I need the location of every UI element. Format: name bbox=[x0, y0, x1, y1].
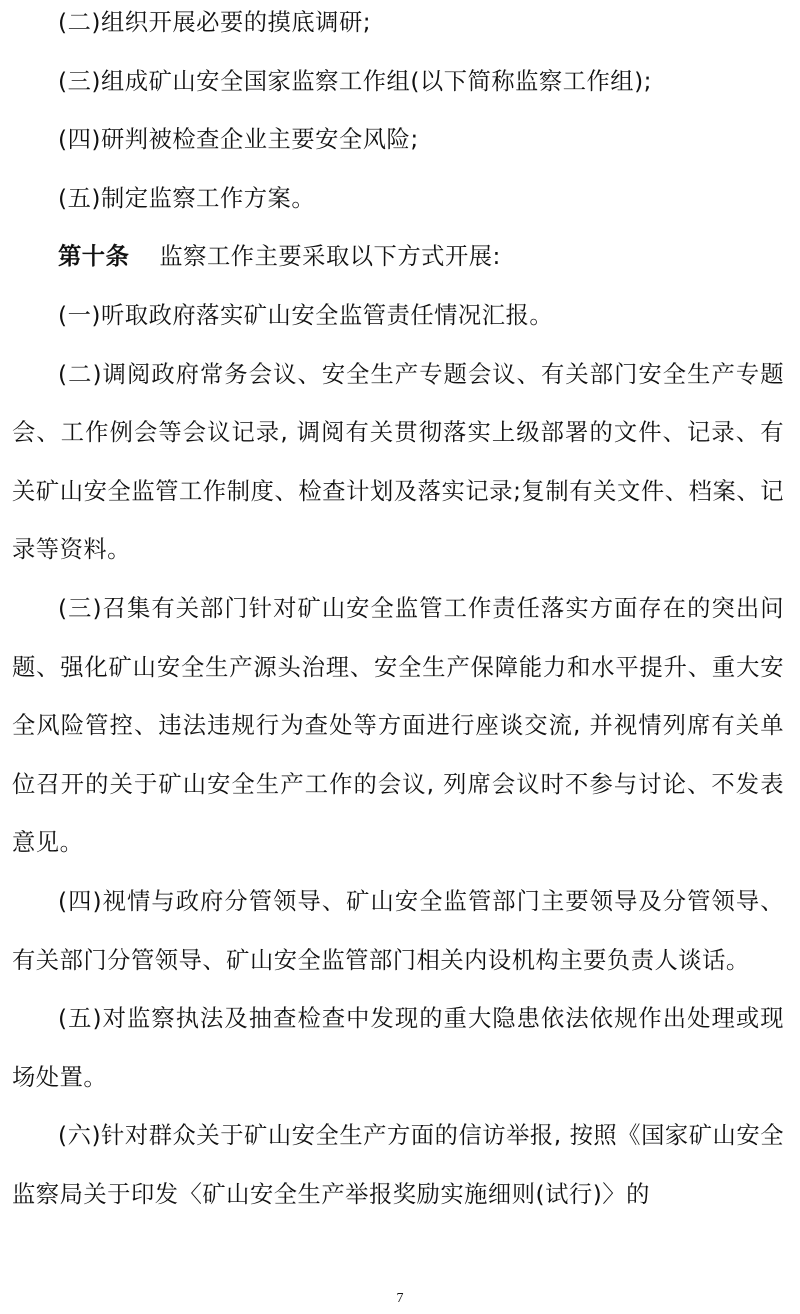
method-item-3 bbox=[12, 580, 784, 873]
document-body bbox=[12, 0, 784, 1224]
paragraph-text: 监察工作主要采取以下方式开展: bbox=[159, 243, 501, 271]
method-item-6 bbox=[12, 1107, 784, 1224]
paragraph-text: (三)组成矿山安全国家监察工作组(以下简称监察工作组); bbox=[58, 67, 653, 95]
method-item-1 bbox=[12, 287, 784, 346]
paragraph-text: (三)召集有关部门针对矿山安全监管工作责任落实方面存在的突出问题、强化矿山安全生产源头治理、安全生产保障能力和水平提升、重大安全风险管控、违法违规行为查处等方面进行座谈交流, 并视情列席有关单位召开的关于矿山安全生产工作的会议, 列席会议时不参与讨论、不发表意见。 bbox=[12, 594, 784, 857]
method-item-2 bbox=[12, 346, 784, 580]
paragraph-item-5 bbox=[12, 170, 784, 229]
page-number: 7 bbox=[396, 1291, 404, 1306]
paragraph-text: (四)研判被检查企业主要安全风险; bbox=[58, 126, 419, 154]
paragraph-text: (五)制定监察工作方案。 bbox=[58, 184, 316, 212]
paragraph-text: (六)针对群众关于矿山安全生产方面的信访举报, 按照《国家矿山安全监察局关于印发〈矿山安全生产举报奖励实施细则(试行)〉的 bbox=[12, 1122, 784, 1208]
paragraph-text: (五)对监察执法及抽查检查中发现的重大隐患依法依规作出处理或现场处置。 bbox=[12, 1005, 784, 1091]
paragraph-item-2 bbox=[12, 0, 784, 53]
method-item-5 bbox=[12, 990, 784, 1107]
paragraph-text: (二)组织开展必要的摸底调研; bbox=[58, 9, 372, 36]
article-label: 第十条 bbox=[58, 243, 130, 271]
method-item-4 bbox=[12, 873, 784, 990]
paragraph-text: (二)调阅政府常务会议、安全生产专题会议、有关部门安全生产专题会、工作例会等会议记录, 调阅有关贯彻落实上级部署的文件、记录、有关矿山安全监管工作制度、检查计划及落实记录;复制有关文件、档案、记录等资料。 bbox=[12, 360, 784, 564]
article-ten-paragraph bbox=[12, 228, 784, 287]
paragraph-text: (一)听取政府落实矿山安全监管责任情况汇报。 bbox=[58, 301, 554, 329]
paragraph-text: (四)视情与政府分管领导、矿山安全监管部门主要领导及分管领导、有关部门分管领导、矿山安全监管部门相关内设机构主要负责人谈话。 bbox=[12, 887, 784, 974]
paragraph-item-3 bbox=[12, 53, 784, 112]
paragraph-item-4 bbox=[12, 111, 784, 170]
